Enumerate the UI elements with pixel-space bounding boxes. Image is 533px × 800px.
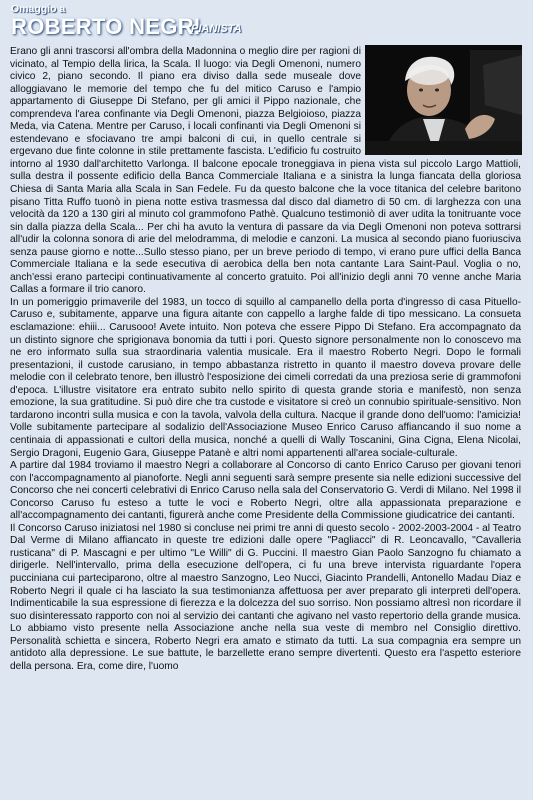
paragraph-4: Il Concorso Caruso iniziatosi nel 1980 si concluse nei primi tre anni di questo secolo - 2002-2003-2004 - al Teatro Dal Verme di Milano affiancato in queste tre edizioni dalle opere "Pagliacci" di R. Leoncavallo, "Cavalleria rusticana" di P. Mascagni e per ultimo "Le Willi" di G. Puccini. Il maestro Gian Paolo Sanzogno fu chiamato a dirigerle. Nell'intervallo, prima della esecuzione dell'opera, ci fu una breve intervista riguardante l'opera pucciniana cui parteciparono, oltre al maestro Sanzogno, Leo Nucci, Giacinto Prandelli, Antonello Madau Diaz e Roberto Negri il quale ci ha lasciato la sua testimonianza affettuosa per aver preparato gli interpreti dell'opera. Indimenticabile la sua espressione di fierezza e la dolcezza del suo sorriso. Non possiamo altresì non ricordare il suo disinteressato rapporto con noi al servizio dei cantanti che agivano nel vasto repertorio della grande musica. Lo abbiamo visto presente nella Associazione anche nella sua veste di membro nel Consiglio direttivo. Personalità schietta e sincera, Roberto Negri era amato e stimato da tutti. La sua compagnia era sempre un antidoto alla depressione. Le sue battute, le barzellette erano sempre divertenti. Questo era l'aspetto esteriore della persona. Era, come dire, l'uomo — [10, 522, 521, 672]
paragraph-1: Erano gli anni trascorsi all'ombra della Madonnina o meglio dire per ragioni di vicinato, al Tempio della lirica, la Scala. Il luogo: via Degli Omenoni, numero civico 2, piano secondo. Il piano era diviso dalla sede museale dove alloggiavano le memorie del tempo che fu del mitico Caruso e l'ampio appartamento di Giuseppe Di Stefano, per gli amici il Pippo nazionale, che comprendeva l'area confinante via Degli Omenoni, piazza Belgioioso, piazza Meda, via Catena. Mentre per Caruso, i locali confinanti via Degli Omenoni si estendevano e sfociavano tre ampi balconi di cui, in quello centrale si ergevano due finte colonne in stile prettamente fascista. L'edificio fu costruito intorno al 1930 dall'architetto Varlonga. Il balcone epocale troneggiava in piena vista sul piccolo Largo Mattioli, sulla destra il possente edificio della Banca Commerciale Italiana e a sinistra la lunga fiancata della gloriosa Chiesa di Santa Maria alla Scala in San Fedele. Fu da questo balcone che la voce titanica del celebre baritono pisano Titta Ruffo tuonò in piena notte estiva trasmessa dal disco dal diametro di 50 cm. di larghezza con una velocità da 120 a 130 giri al minuto col grammofono Pathè. Qualcuno testimoniò di aver udita la tonitruante voce sin dalla piazza della Scala... Per chi ha avuto la ventura di passare da via Degli Omenoni non poteva sottrarsi all'udir la colonna sonora di arie del melodramma, di melodie e canzoni. La musica al secondo piano fuoriusciva senza pause giorno e notte...Sullo stesso piano, per un breve periodo di tempo, vi erano pure uffici della Banca Commerciale Italiana e la sede esecutiva di aerobica della ben nota cantante Lara Saint-Paul. Voglia o no, anch'essi erano partecipi continuativamente al concerto gratuito. Poi all'inizio degli anni 70 venne anche Maria Callas a formare il trio canoro. — [10, 46, 521, 296]
header-banner — [0, 0, 533, 44]
article-body — [10, 46, 521, 673]
paragraph-2: In un pomeriggio primaverile del 1983, un tocco di squillo al campanello della porta d'ingresso di casa Pituello-Caruso e, subitamente, apparve una figura aitante con cappello a larghe falde di tipo messicano. La consueta esclamazione: ehiii... Carusooo! Avete intuito. Non poteva che essere Pippo Di Stefano. Era accompagnato da un distinto signore che sprigionava bonomia da tutti i pori. Questo signore personalmente non lo conoscevo ma ne ero informato sulla sua straordinaria valentia musicale. Era il maestro Roberto Negri. Dopo le formali presentazioni, il custode carusiano, in tempo abbastanza ristretto in quanto il maestro doveva provare delle melodie con il celebrato tenore, ben illustrò l'esposizione dei cimeli corredati da una preziosa serie di grammofoni d'epoca. L'illustre visitatore era entrato subito nello spirito di questa grande storia e manifestò, non senza emozione, la sua gratitudine. Si può dire che tra custode e visitatore si creò un connubio spirituale-sensitivo. Non tardarono incontri sulla musica e con la tavola, valvola della cultura. Nacque il grande dono dell'uomo: l'amicizia! Volle subitamente partecipare al sodalizio dell'Associazione Museo Enrico Caruso affiancando il suo nome a centinaia di appassionati e cultori della musica, nonché a quelli di Wally Toscanini, Gina Cigna, Elena Nicolai, Sergio Dragoni, Eugenio Gara, Giuseppe Patanè e altri nomi appartenenti all'area sociale-culturale. — [10, 296, 521, 459]
page-title: ROBERTO NEGRI — [11, 14, 201, 39]
subtitle-role: PIANISTA — [191, 23, 242, 35]
paragraph-3: A partire dal 1984 troviamo il maestro Negri a collaborare al Concorso di canto Enrico Caruso per giovani tenori con l'accompagnamento al pianoforte. Negli anni seguenti sarà sempre presente sia nelle edizioni successive del Concorso che nei concerti celebrativi di Enrico Caruso nella sala del Conservatorio G. Verdi di Milano. Nel 1998 il Concorso Caruso fu esteso a tutte le voci e Roberto Negri, oltre alla appassionata preparazione e all'accompagnamento dei cantanti, figurerà anche come Presidente della Commissione giudicatrice dei cantanti. — [10, 460, 521, 522]
header-omaggio: Omaggio a — [11, 3, 66, 15]
photo-float-space — [361, 46, 521, 156]
